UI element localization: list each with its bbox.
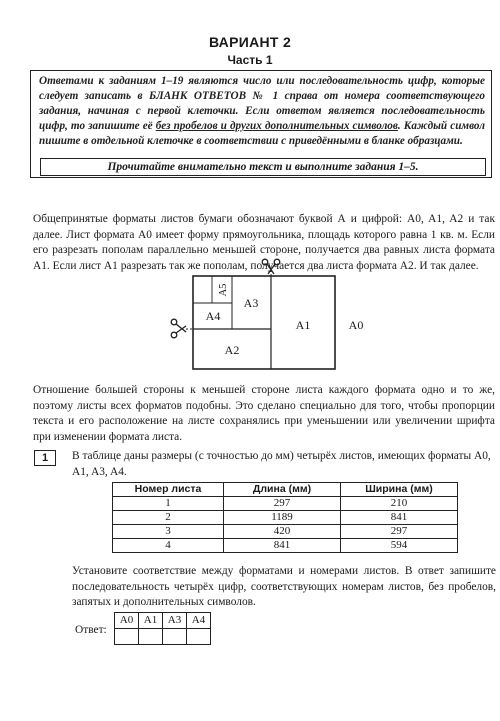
label-a2: A2 [224, 343, 240, 357]
table-row [113, 497, 458, 511]
header-length: Длина (мм) [224, 483, 341, 497]
table-row [113, 511, 458, 525]
task-number: 1 [34, 450, 56, 466]
label-a3: A3 [243, 296, 259, 310]
cell: 841 [341, 511, 458, 525]
task-instruction: Установите соответствие между форматами и номерами листов. В ответ запишите последовательность четырёх цифр, соответствующих номерам листов, без пробелов, запятых и дополнительных символов. [72, 565, 496, 609]
task-text: В таблице даны размеры (с точностью до мм) четырёх листов, имеющих форматы A0, A1, A3, A4. [72, 450, 491, 478]
instructions-underlined: без пробелов и других дополнительных символов [155, 120, 398, 132]
cell: 841 [224, 539, 341, 553]
cell: 210 [341, 497, 458, 511]
intro-paragraph: Общепринятые форматы листов бумаги обозначают буквой А и цифрой: A0, A1, A2 и так далее. Лист формата A0 имеет форму прямоугольника, площадь которого равна 1 кв. м. Если его разрезать пополам параллельно меньшей стороне, получается два равных листа формата A1. Если лист A1 разрезать так же пополам, получается два листа формата A2. И так далее. [33, 213, 495, 272]
label-a1: A1 [295, 318, 311, 332]
similarity-paragraph: Отношение большей стороны к меньшей стороне листа каждого формата одно и то же, поэтому листы всех форматов подобны. Это сделано специально для того, чтобы пропорции текста и его расположение на листе сохранялись при уменьшении или увеличении шрифта при изменении формата листа. [33, 384, 495, 443]
read-instruction: Прочитайте внимательно текст и выполните задания 1–5. [40, 158, 486, 176]
cell: 594 [341, 539, 458, 553]
header-width: Ширина (мм) [341, 483, 458, 497]
header-sheet-number: Номер листа [113, 483, 224, 497]
cell: 297 [224, 497, 341, 511]
cell: 1 [113, 497, 224, 511]
answer-label: Ответ: [75, 624, 107, 636]
part-title: Часть 1 [227, 53, 273, 67]
cell: 2 [113, 511, 224, 525]
cell: 420 [224, 525, 341, 539]
label-a5: A5 [218, 283, 229, 297]
cell: 3 [113, 525, 224, 539]
instructions-part-1: Ответами к заданиям 1–19 являются число или последовательность цифр, которые следует записать в БЛАНК ОТВЕТОВ № 1 справа от номера соответствующего задания, начиная с первой клеточки. Если ответом является последовательность цифр, то запишите её [39, 75, 485, 132]
instructions-part-2: . Каждый символ пишите в отдельной клеточке в соответствии с приведёнными в бланке образцами. [39, 120, 485, 147]
answer-header-a1: A1 [139, 613, 163, 629]
answer-cell-a4[interactable] [187, 629, 211, 645]
sizes-table [112, 482, 458, 553]
cell: 297 [341, 525, 458, 539]
cell: 4 [113, 539, 224, 553]
cell: 1189 [224, 511, 341, 525]
label-a0: A0 [348, 318, 364, 332]
answer-cell-a3[interactable] [163, 629, 187, 645]
label-a4: A4 [205, 309, 221, 323]
table-row [113, 539, 458, 553]
answer-header-a0: A0 [115, 613, 139, 629]
answer-header-a3: A3 [163, 613, 187, 629]
answer-header-a4: A4 [187, 613, 211, 629]
variant-title: ВАРИАНТ 2 [208, 34, 292, 50]
answer-table [114, 612, 211, 645]
scissors-icon [171, 319, 186, 338]
answer-cell-a0[interactable] [115, 629, 139, 645]
answer-cell-a1[interactable] [139, 629, 163, 645]
table-row [113, 525, 458, 539]
